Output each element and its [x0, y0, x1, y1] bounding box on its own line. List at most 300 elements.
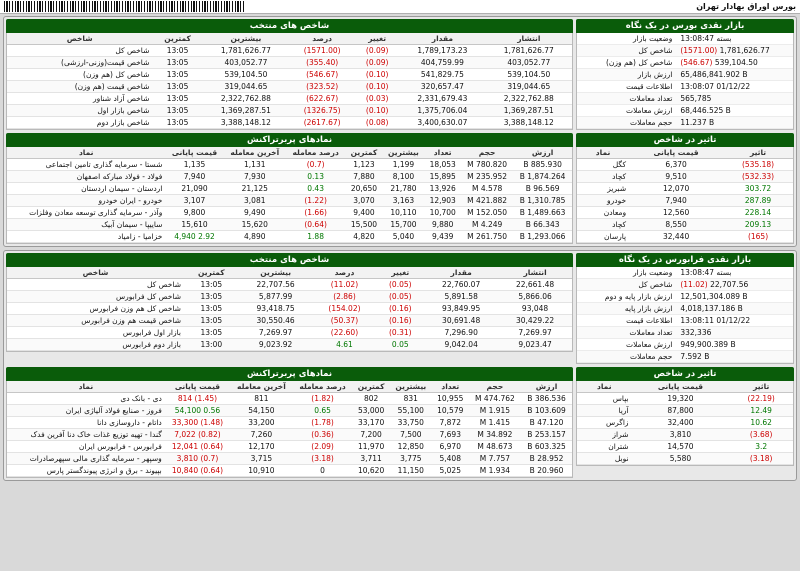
cell-low: 3,711: [352, 453, 389, 465]
cell-symbol: فولاد - فولاد مبارکه اصفهان: [7, 171, 165, 183]
cell-count: 9,439: [424, 231, 461, 243]
kpi-label: ارزش بازار پایه و دوم: [577, 291, 676, 303]
cell-count: 10,700: [424, 207, 461, 219]
cell-low: 1,781,626.77: [486, 45, 572, 57]
kpi-label: اطلاعات قیمت: [577, 315, 676, 327]
cell-value: 1,781,626.77: [203, 45, 289, 57]
cell-close: 87,800: [632, 405, 730, 417]
cell-pct: 0.65: [293, 405, 353, 417]
cell-effect: 303.72: [723, 183, 793, 195]
cell-value: 93,418.75: [239, 303, 313, 315]
column-header: تغییر: [376, 267, 424, 279]
kpi-label: اطلاعات قیمت: [577, 81, 676, 93]
kpi-row: [577, 279, 793, 291]
tse-overview-card: [576, 19, 794, 130]
table-row[interactable]: [7, 315, 572, 327]
cell-value: 103.609 B: [521, 405, 572, 417]
ifb-overview-body: [576, 267, 794, 364]
table-row[interactable]: [7, 453, 572, 465]
cell-time: 13:00: [184, 339, 239, 351]
cell-value: 885.930 B: [513, 159, 572, 171]
table-row[interactable]: [7, 231, 572, 243]
cell-time: 13:05: [184, 291, 239, 303]
cell-high: 55,100: [390, 405, 432, 417]
cell-name: شاخص کل: [7, 45, 152, 57]
tse-panel: [3, 16, 797, 247]
cell-name: بازار دوم فرابورس: [7, 339, 184, 351]
cell-name: شاخص بازار دوم: [7, 117, 152, 129]
tse-indices-body: [6, 33, 573, 130]
column-header: تاثیر: [729, 381, 793, 393]
cell-change: (355.40): [289, 57, 355, 69]
kpi-value: (11.02) 22,707.56: [676, 279, 793, 291]
kpi-row: [577, 105, 793, 117]
kpi-label: تعداد معاملات: [577, 93, 676, 105]
cell-pct: (0.05): [376, 291, 424, 303]
cell-value: 28.952 B: [521, 453, 572, 465]
table-row[interactable]: [7, 207, 572, 219]
cell-time: 13:05: [152, 105, 202, 117]
cell-effect: (3.68): [729, 429, 793, 441]
cell-time: 13:05: [184, 279, 239, 291]
cell-count: 7,693: [432, 429, 469, 441]
cell-last: 3,715: [230, 453, 293, 465]
cell-last: 12,170: [230, 441, 293, 453]
cell-high: 5,040: [383, 231, 425, 243]
cell-value: 1,489.663 B: [513, 207, 572, 219]
cell-change: (323.52): [289, 81, 355, 93]
cell-change: (50.37): [313, 315, 377, 327]
cell-value: 20.960 B: [521, 465, 572, 477]
cell-count: 6,970: [432, 441, 469, 453]
column-header: بیشترین: [383, 147, 425, 159]
cell-value: 1,310.785 B: [513, 195, 572, 207]
column-header: تاثیر: [723, 147, 793, 159]
table-row[interactable]: [7, 159, 572, 171]
table-row[interactable]: [7, 393, 572, 405]
cell-pct: (0.10): [355, 69, 399, 81]
cell-symbol: کگل: [577, 159, 629, 171]
cell-value: 22,707.56: [239, 279, 313, 291]
table-row[interactable]: [577, 429, 793, 441]
table-row[interactable]: [7, 405, 572, 417]
kpi-value: 7.592 B: [676, 351, 793, 363]
cell-low: 7,269.97: [498, 327, 572, 339]
cell-last: 10,910: [230, 465, 293, 477]
cell-high: 541,829.75: [399, 69, 485, 81]
cell-low: 2,322,762.88: [486, 93, 572, 105]
cell-volume: 421.882 M: [461, 195, 513, 207]
cell-low: 93,048: [498, 303, 572, 315]
cell-symbol: داتام - داروسازی دانا: [7, 417, 165, 429]
table-row[interactable]: [7, 171, 572, 183]
table-row[interactable]: [7, 417, 572, 429]
cell-pct: (0.16): [376, 303, 424, 315]
cell-last: 7,260: [230, 429, 293, 441]
cell-pct: (1.78): [293, 417, 353, 429]
column-header: قیمت پایانی: [165, 381, 230, 393]
tse-overview-body: [576, 33, 794, 130]
cell-symbol: خودرو - ایران خودرو: [7, 195, 165, 207]
cell-symbol: شراز: [577, 429, 632, 441]
table-row[interactable]: [577, 441, 793, 453]
table-row[interactable]: [7, 81, 572, 93]
cell-volume: 48.673 M: [469, 441, 521, 453]
cell-low: 539,104.50: [486, 69, 572, 81]
table-row[interactable]: [577, 159, 793, 171]
cell-pct: (0.16): [376, 315, 424, 327]
cell-effect: (535.18): [723, 159, 793, 171]
table-row[interactable]: [577, 231, 793, 243]
table-row[interactable]: [7, 195, 572, 207]
kpi-value: 68,446.525 B: [676, 105, 793, 117]
cell-count: 18,053: [424, 159, 461, 171]
cell-name: شاخص آزاد شناور: [7, 93, 152, 105]
cell-symbol: ساییپا - سیمان آبیک: [7, 219, 165, 231]
cell-volume: 4.578 M: [461, 183, 513, 195]
cell-close: (1.48) 33,300: [165, 417, 230, 429]
column-header: قیمت پایانی: [629, 147, 723, 159]
cell-value: 603.325 B: [521, 441, 572, 453]
ifb-top-heading: نمادهای پربرتراکنش: [6, 367, 573, 381]
cell-symbol: گندا - تهیه توزیع غذات خاک دنا آفرین فدک: [7, 429, 165, 441]
table-row[interactable]: [7, 441, 572, 453]
cell-close: (0.7) 3,810: [165, 453, 230, 465]
table-row[interactable]: [7, 57, 572, 69]
column-header: کمترین: [152, 33, 202, 45]
ifb-effect-body: [576, 381, 794, 466]
cell-last: 54,150: [230, 405, 293, 417]
table-row[interactable]: [7, 465, 572, 477]
tse-effect-table: [577, 147, 793, 243]
cell-volume: 780.820 M: [461, 159, 513, 171]
cell-close: 0.56 54,100: [165, 405, 230, 417]
column-header: آخرین معامله: [224, 147, 286, 159]
cell-symbol: آریا: [577, 405, 632, 417]
cell-close: 9,510: [629, 171, 723, 183]
table-row[interactable]: [577, 195, 793, 207]
kpi-label: شاخص کل (هم وزن): [577, 57, 676, 69]
cell-change: (546.67): [289, 69, 355, 81]
cell-symbol: دی - بانک دی: [7, 393, 165, 405]
kpi-value: بسته 13:08:47: [676, 33, 793, 45]
table-row[interactable]: [577, 417, 793, 429]
cell-effect: (532.33): [723, 171, 793, 183]
table-row[interactable]: [7, 105, 572, 117]
table-row[interactable]: [7, 219, 572, 231]
column-header: نماد: [577, 147, 629, 159]
cell-low: 1,369,287.51: [486, 105, 572, 117]
ifb-indices-card: [6, 253, 573, 364]
cell-pct: (0.10): [355, 105, 399, 117]
cell-pct: (0.36): [293, 429, 353, 441]
ifb-indices-table: [7, 267, 572, 351]
cell-change: (11.02): [313, 279, 377, 291]
cell-name: شاخص قیمت(وزنی-ارزشی): [7, 57, 152, 69]
cell-pct: (2.09): [293, 441, 353, 453]
tse-indices-card: [6, 19, 573, 130]
cell-pct: 0.43: [286, 183, 345, 195]
tse-bottom-row: [6, 133, 794, 244]
cell-effect: 209.13: [723, 219, 793, 231]
cell-symbol: کچاد: [577, 219, 629, 231]
cell-pct: (0.09): [355, 57, 399, 69]
column-header: انتشار: [486, 33, 572, 45]
table-row[interactable]: [577, 219, 793, 231]
tse-top-card: [6, 133, 573, 244]
cell-high: 7,500: [390, 429, 432, 441]
cell-value: 2,322,762.88: [203, 93, 289, 105]
cell-last: 811: [230, 393, 293, 405]
cell-time: 13:05: [184, 303, 239, 315]
cell-symbol: کچاد: [577, 171, 629, 183]
cell-pct: (0.09): [355, 45, 399, 57]
table-row[interactable]: [577, 183, 793, 195]
cell-close: 7,940: [629, 195, 723, 207]
column-header: شاخص: [7, 267, 184, 279]
ifb-top-table: [7, 381, 572, 477]
tse-top-body: [6, 147, 573, 244]
cell-pct: (0.05): [376, 279, 424, 291]
cell-change: (1571.00): [289, 45, 355, 57]
cell-symbol: ومعادن: [577, 207, 629, 219]
table-row[interactable]: [7, 45, 572, 57]
cell-name: شاخص کل هم وزن فرابورس: [7, 303, 184, 315]
cell-low: 9,023.47: [498, 339, 572, 351]
column-header: درصد معامله: [286, 147, 345, 159]
table-row[interactable]: [7, 339, 572, 351]
cell-effect: 228.14: [723, 207, 793, 219]
table-row[interactable]: [577, 393, 793, 405]
column-header: قیمت پایانی: [632, 381, 730, 393]
cell-value: 539,104.50: [203, 69, 289, 81]
kpi-row: [577, 267, 793, 279]
cell-value: 96.569 B: [513, 183, 572, 195]
column-header: بیشترین: [203, 33, 289, 45]
cell-volume: 261.750 M: [461, 231, 513, 243]
kpi-value: 11.237 B: [676, 117, 793, 129]
cell-effect: 12.49: [729, 405, 793, 417]
tse-effect-body: [576, 147, 794, 244]
table-row[interactable]: [7, 291, 572, 303]
kpi-label: ارزش بازار: [577, 69, 676, 81]
cell-low: 9,400: [345, 207, 382, 219]
cell-close: 8,550: [629, 219, 723, 231]
cell-count: 7,872: [432, 417, 469, 429]
column-header: شاخص: [7, 33, 152, 45]
cell-symbol: وسپهر - سرمایه گذاری مالی سپهرصادرات: [7, 453, 165, 465]
column-header: ارزش: [513, 147, 572, 159]
tse-top-row: [6, 19, 794, 130]
cell-close: 6,370: [629, 159, 723, 171]
cell-symbol: بپیوند - برق و انرژی پیوندگستر پارس: [7, 465, 165, 477]
cell-value: 1,369,287.51: [203, 105, 289, 117]
cell-low: 319,044.65: [486, 81, 572, 93]
cell-volume: 1.415 M: [469, 417, 521, 429]
cell-low: 802: [352, 393, 389, 405]
cell-close: (1.45) 814: [165, 393, 230, 405]
cell-close: 7,940: [165, 171, 223, 183]
column-header: مقدار: [399, 33, 485, 45]
kpi-row: [577, 351, 793, 363]
cell-change: (1326.75): [289, 105, 355, 117]
cell-close: 19,320: [632, 393, 730, 405]
cell-low: 5,866.06: [498, 291, 572, 303]
cell-change: (2.86): [313, 291, 377, 303]
cell-name: بازار اول فرابورس: [7, 327, 184, 339]
cell-symbol: بپاس: [577, 393, 632, 405]
cell-high: 3,775: [390, 453, 432, 465]
table-row[interactable]: [7, 117, 572, 129]
table-row[interactable]: [7, 327, 572, 339]
cell-value: 30,550.46: [239, 315, 313, 327]
cell-close: 14,570: [632, 441, 730, 453]
table-row[interactable]: [7, 183, 572, 195]
kpi-label: حجم معاملات: [577, 351, 676, 363]
table-row[interactable]: [7, 429, 572, 441]
cell-symbol: نوبل: [577, 453, 632, 465]
cell-pct: (0.31): [376, 327, 424, 339]
cell-value: 386.536 B: [521, 393, 572, 405]
table-row[interactable]: [7, 279, 572, 291]
cell-close: 21,090: [165, 183, 223, 195]
cell-close: 32,400: [632, 417, 730, 429]
column-header: آخرین معامله: [230, 381, 293, 393]
ifb-overview-card: [576, 253, 794, 364]
cell-last: 3,081: [224, 195, 286, 207]
cell-close: (0.64) 12,041: [165, 441, 230, 453]
cell-pct: 0.13: [286, 171, 345, 183]
cell-high: 5,891.58: [424, 291, 498, 303]
ifb-overview-heading: بازار نقدی فرابورس در یک نگاه: [576, 253, 794, 267]
cell-high: 404,759.99: [399, 57, 485, 69]
page-root: [0, 14, 800, 481]
table-row[interactable]: [577, 207, 793, 219]
kpi-label: تعداد معاملات: [577, 327, 676, 339]
cell-high: 9,042.04: [424, 339, 498, 351]
column-header: کمترین: [352, 381, 389, 393]
cell-low: 3,388,148.12: [486, 117, 572, 129]
column-header: تعداد: [424, 147, 461, 159]
kpi-label: ارزش بازار پایه: [577, 303, 676, 315]
table-row[interactable]: [577, 405, 793, 417]
cell-close: (0.82) 7,022: [165, 429, 230, 441]
tse-effect-heading: تاثیر در شاخص: [576, 133, 794, 147]
ifb-effect-heading: تاثیر در شاخص: [576, 367, 794, 381]
column-header: بیشترین: [390, 381, 432, 393]
cell-last: 21,125: [224, 183, 286, 195]
cell-effect: 3.2: [729, 441, 793, 453]
cell-close: 2.92 4,940: [165, 231, 223, 243]
cell-symbol: پارسان: [577, 231, 629, 243]
cell-value: 1,874.264 B: [513, 171, 572, 183]
cell-volume: 235.952 M: [461, 171, 513, 183]
cell-count: 10,579: [432, 405, 469, 417]
cell-volume: 1.934 M: [469, 465, 521, 477]
cell-high: 320,657.47: [399, 81, 485, 93]
cell-value: 319,044.65: [203, 81, 289, 93]
cell-low: 7,200: [352, 429, 389, 441]
cell-value: 3,388,148.12: [203, 117, 289, 129]
kpi-label: وضعیت بازار: [577, 33, 676, 45]
cell-high: 22,760.07: [424, 279, 498, 291]
column-header: قیمت پایانی: [165, 147, 223, 159]
cell-symbol: وآذر - سرمایه گذاری توسعه معادن وفلزات: [7, 207, 165, 219]
cell-effect: (3.18): [729, 453, 793, 465]
cell-low: 20,650: [345, 183, 382, 195]
cell-value: 7,269.97: [239, 327, 313, 339]
cell-high: 12,850: [390, 441, 432, 453]
cell-high: 7,296.90: [424, 327, 498, 339]
cell-symbol: شبریز: [577, 183, 629, 195]
kpi-label: ارزش معاملات: [577, 105, 676, 117]
table-row[interactable]: [7, 93, 572, 105]
tse-top-table: [7, 147, 572, 243]
kpi-row: [577, 93, 793, 105]
cell-symbol: فروز - صنایع فولاد آلیاژی ایران: [7, 405, 165, 417]
column-header: کمترین: [184, 267, 239, 279]
kpi-label: ارزش معاملات: [577, 339, 676, 351]
cell-symbol: زاگرس: [577, 417, 632, 429]
cell-high: 30,691.48: [424, 315, 498, 327]
kpi-value: بسته 13:08:47: [676, 267, 793, 279]
table-row[interactable]: [7, 303, 572, 315]
cell-high: 11,150: [390, 465, 432, 477]
table-row[interactable]: [7, 69, 572, 81]
column-header: حجم: [461, 147, 513, 159]
ifb-effect-card: [576, 367, 794, 478]
table-row[interactable]: [577, 453, 793, 465]
cell-change: (2617.67): [289, 117, 355, 129]
cell-high: 93,849.95: [424, 303, 498, 315]
cell-time: 13:05: [184, 327, 239, 339]
column-header: تغییر: [355, 33, 399, 45]
cell-close: 12,560: [629, 207, 723, 219]
cell-pct: (0.64): [286, 219, 345, 231]
cell-symbol: شستا - سرمایه گذاری تامین اجتماعی: [7, 159, 165, 171]
cell-low: 30,429.22: [498, 315, 572, 327]
ifb-indices-body: [6, 267, 573, 352]
kpi-value: (546.67) 539,104.50: [676, 57, 793, 69]
tse-indices-table: [7, 33, 572, 129]
cell-close: 15,610: [165, 219, 223, 231]
cell-high: 8,100: [383, 171, 425, 183]
tse-effect-card: [576, 133, 794, 244]
kpi-row: [577, 327, 793, 339]
kpi-label: شاخص کل: [577, 45, 676, 57]
cell-high: 1,375,706.04: [399, 105, 485, 117]
cell-low: 22,661.48: [498, 279, 572, 291]
cell-count: 13,926: [424, 183, 461, 195]
cell-volume: 474.762 M: [469, 393, 521, 405]
column-header: انتشار: [498, 267, 572, 279]
column-header: حجم: [469, 381, 521, 393]
cell-count: 5,025: [432, 465, 469, 477]
ifb-top-row: [6, 253, 794, 364]
cell-volume: 1.915 M: [469, 405, 521, 417]
cell-change: (154.02): [313, 303, 377, 315]
kpi-value: 65,486,841.902 B: [676, 69, 793, 81]
cell-low: 1,123: [345, 159, 382, 171]
cell-name: شاخص بازار اول: [7, 105, 152, 117]
cell-effect: (165): [723, 231, 793, 243]
cell-change: (22.60): [313, 327, 377, 339]
cell-count: 10,955: [432, 393, 469, 405]
cell-low: 10,620: [352, 465, 389, 477]
table-row[interactable]: [577, 171, 793, 183]
kpi-row: [577, 33, 793, 45]
cell-value: 66.343 B: [513, 219, 572, 231]
